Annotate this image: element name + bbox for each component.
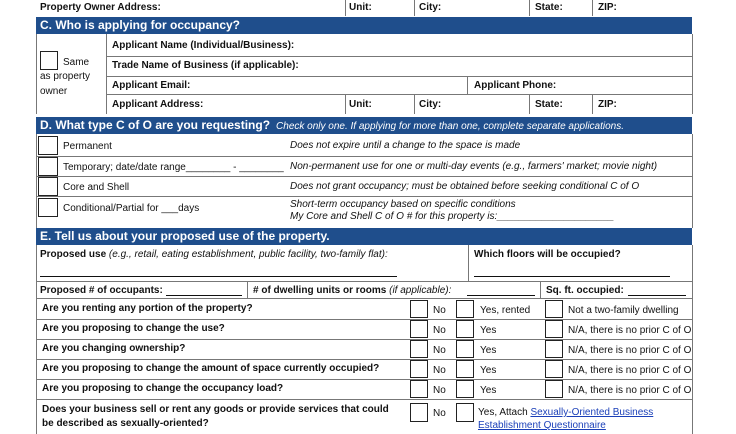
permanent-label: Permanent [63, 141, 112, 152]
question-yes-checkbox[interactable] [456, 320, 474, 338]
question-yes-checkbox[interactable] [456, 340, 474, 358]
section-d-title: D. What type C of O are you requesting? [40, 118, 271, 132]
applicant-city-label: City: [419, 99, 442, 110]
core-shell-desc: Does not grant occupancy; must be obtained before seeking conditional C of O [290, 181, 640, 192]
applicant-zip-label: ZIP: [598, 99, 617, 110]
proposed-use-row [40, 249, 388, 261]
question-yes-label: Yes [480, 345, 497, 356]
dwelling-label: # of dwelling units or rooms [253, 285, 387, 296]
question-no-checkbox[interactable] [410, 340, 428, 358]
proposed-use-hint: (e.g., retail, eating establishment, public facility, two-family flat): [108, 249, 388, 260]
applicant-unit-label: Unit: [349, 99, 372, 110]
owner-city-label: City: [419, 2, 442, 13]
sexually-oriented-question-line2: be described as sexually-oriented? [42, 418, 209, 429]
question-no-label: No [433, 365, 446, 376]
question-no-checkbox[interactable] [410, 360, 428, 378]
temporary-label: Temporary; date/date range________ - ________ [63, 162, 284, 173]
sexually-oriented-yes-label: Yes, Attach [478, 407, 528, 418]
floors-label: Which floors will be occupied? [474, 249, 621, 260]
same-as-owner-line3: owner [40, 86, 68, 97]
core-shell-number-line[interactable]: My Core and Shell C of O # for this property is:_____________________ [290, 211, 615, 222]
question-no-label: No [433, 345, 446, 356]
questionnaire-link-line2 [478, 420, 606, 432]
questionnaire-link-part1[interactable]: Sexually-Oriented Business [530, 407, 654, 418]
question-na-label: N/A, there is no prior C of O [568, 325, 692, 336]
question-yes-checkbox[interactable] [456, 360, 474, 378]
permanent-desc: Does not expire until a change to the space is made [290, 140, 521, 151]
question-na-checkbox[interactable] [545, 320, 563, 338]
question-na-label: N/A, there is no prior C of O [568, 365, 692, 376]
occupants-field[interactable] [166, 285, 242, 296]
question-text: Are you proposing to change the amount of space currently occupied? [42, 363, 380, 374]
question-na-checkbox[interactable] [545, 300, 563, 318]
section-c-header [36, 17, 692, 34]
question-text: Are you proposing to change the occupancy load? [42, 383, 284, 394]
trade-name-label: Trade Name of Business (if applicable): [112, 60, 299, 71]
conditional-label: Conditional/Partial for ___days [63, 203, 200, 214]
section-d-note: Check only one. If applying for more than one, complete separate applications. [276, 121, 625, 132]
applicant-address-label: Applicant Address: [112, 99, 204, 110]
section-e-title: E. Tell us about your proposed use of the property. [40, 229, 330, 243]
owner-zip-label: ZIP: [598, 2, 617, 13]
proposed-use-label: Proposed use [40, 249, 107, 260]
question-text: Are you renting any portion of the property? [42, 303, 253, 314]
occupants-label: Proposed # of occupants: [40, 285, 163, 296]
section-c-title: C. Who is applying for occupancy? [40, 18, 241, 32]
question-yes-label: Yes [480, 365, 497, 376]
question-na-checkbox[interactable] [545, 380, 563, 398]
dwelling-field[interactable] [467, 285, 535, 296]
question-yes-label: Yes [480, 385, 497, 396]
question-na-label: N/A, there is no prior C of O [568, 385, 692, 396]
temporary-checkbox[interactable] [38, 157, 58, 176]
question-na-label: N/A, there is no prior C of O [568, 345, 692, 356]
conditional-desc: Short-term occupancy based on specific conditions [290, 199, 516, 210]
question-na-checkbox[interactable] [545, 340, 563, 358]
applicant-state-label: State: [535, 99, 563, 110]
sexually-oriented-no-label: No [433, 408, 446, 419]
question-na-checkbox[interactable] [545, 360, 563, 378]
question-yes-checkbox[interactable] [456, 380, 474, 398]
owner-address-label: Property Owner Address: [40, 2, 161, 13]
sqft-field[interactable] [628, 285, 686, 296]
proposed-use-field[interactable] [40, 265, 397, 277]
question-no-label: No [433, 305, 446, 316]
question-no-label: No [433, 325, 446, 336]
temporary-desc: Non-permanent use for one or multi-day events (e.g., farmers' market; movie night) [290, 161, 658, 172]
owner-state-label: State: [535, 2, 563, 13]
applicant-name-label: Applicant Name (Individual/Business): [112, 40, 295, 51]
question-no-checkbox[interactable] [410, 380, 428, 398]
floors-field[interactable] [474, 265, 670, 277]
sexually-oriented-question-line1: Does your business sell or rent any goods or provide services that could [42, 404, 389, 415]
sexually-oriented-no-checkbox[interactable] [410, 403, 428, 422]
owner-unit-label: Unit: [349, 2, 372, 13]
same-as-owner-line1: Same [63, 57, 90, 68]
permanent-checkbox[interactable] [38, 136, 58, 155]
question-no-checkbox[interactable] [410, 300, 428, 318]
sexually-oriented-yes-checkbox[interactable] [456, 403, 474, 422]
section-d-header [36, 117, 692, 134]
core-shell-label: Core and Shell [63, 182, 130, 193]
dwelling-row [253, 285, 451, 297]
conditional-checkbox[interactable] [38, 198, 58, 217]
question-yes-label: Yes, rented [480, 305, 531, 316]
sqft-label: Sq. ft. occupied: [546, 285, 624, 296]
question-yes-checkbox[interactable] [456, 300, 474, 318]
core-shell-checkbox[interactable] [38, 177, 58, 196]
question-no-label: No [433, 385, 446, 396]
questionnaire-link-part2[interactable]: Establishment Questionnaire [478, 420, 606, 431]
applicant-phone-label: Applicant Phone: [474, 80, 557, 91]
same-as-owner-line2: as property [40, 71, 91, 82]
sexually-oriented-yes-row [478, 407, 653, 419]
question-text: Are you proposing to change the use? [42, 323, 225, 334]
dwelling-hint: (if applicable): [389, 285, 452, 296]
question-no-checkbox[interactable] [410, 320, 428, 338]
question-text: Are you changing ownership? [42, 343, 186, 354]
question-na-label: Not a two-family dwelling [568, 305, 679, 316]
section-e-header [36, 228, 692, 245]
applicant-email-label: Applicant Email: [112, 80, 191, 91]
same-as-owner-checkbox[interactable] [40, 51, 58, 70]
question-yes-label: Yes [480, 325, 497, 336]
